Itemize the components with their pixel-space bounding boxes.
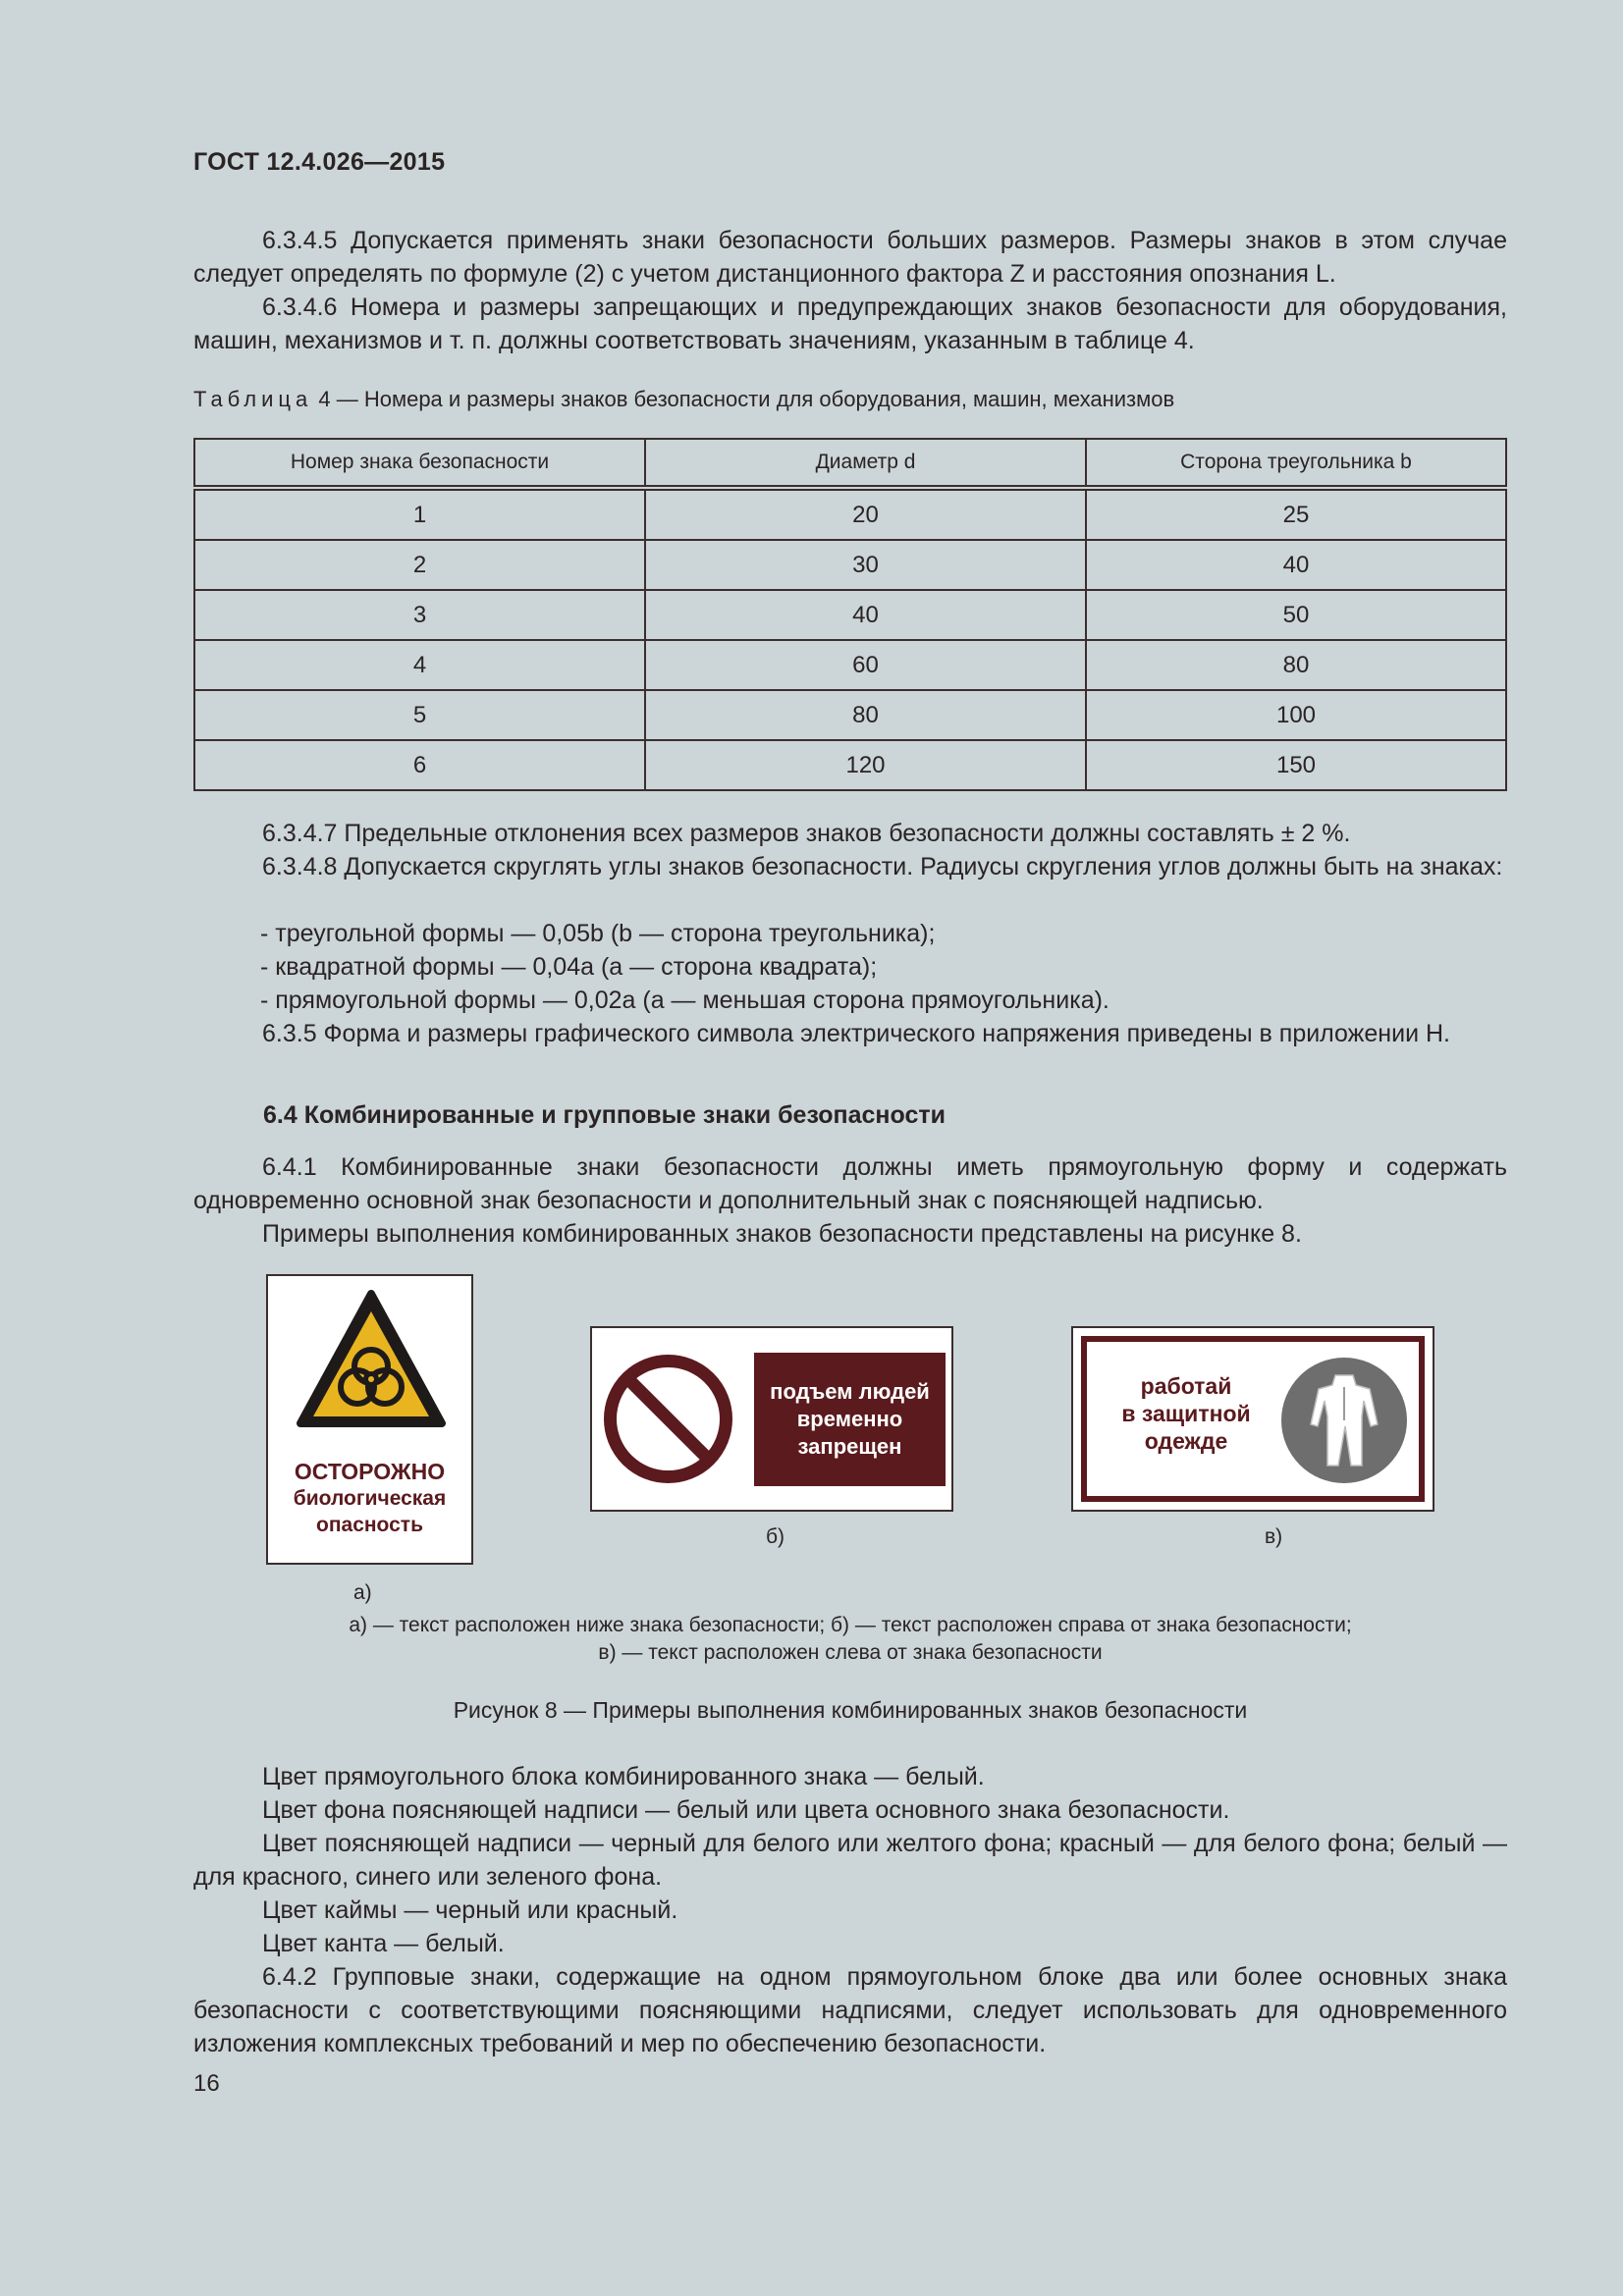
sign-c-text	[1112, 1372, 1260, 1455]
paragraph-6-4-2: 6.4.2 Групповые знаки, содержащие на одном прямоугольном блоке два или более основных знака безопасности с соответствующими поясняющими надписями, следует использовать для одновременного изложения комплексных требований и мер по обеспечению безопасности.	[193, 1963, 1507, 2057]
sign-c-label: в)	[1265, 1525, 1283, 1548]
table-cell: 20	[645, 488, 1086, 540]
color-rule-edge: Цвет канта — белый.	[262, 1930, 505, 1957]
table-row	[194, 640, 1506, 690]
prohibition-icon	[602, 1353, 734, 1485]
table-cell: 5	[194, 690, 645, 740]
color-rule-block: Цвет прямоугольного блока комбинированного знака — белый.	[262, 1763, 985, 1790]
protective-suit-icon	[1279, 1356, 1409, 1485]
sign-a-line3: опасность	[316, 1514, 423, 1536]
sign-b-line2: временно	[796, 1407, 903, 1431]
paragraph-6-4-1: 6.4.1 Комбинированные знаки безопасности должны иметь прямоугольную форму и содержать одновременно основной знак безопасности и дополнительный знак с поясняющей надписью.	[193, 1153, 1507, 1214]
table-row	[194, 590, 1506, 640]
paragraph-6-3-4-6: 6.3.4.6 Номера и размеры запрещающих и предупреждающих знаков безопасности для оборудования, машин, механизмов и т. п. должны соответствовать значениям, указанным в таблице 4.	[193, 294, 1507, 354]
table-cell: 25	[1086, 488, 1506, 540]
sign-c-line2: в защитной	[1121, 1401, 1251, 1426]
paragraph-6-4-1-examples: Примеры выполнения комбинированных знаков безопасности представлены на рисунке 8.	[262, 1220, 1302, 1248]
figure-note-2: в) — текст расположен слева от знака безопасности	[598, 1641, 1103, 1664]
sign-c-line3: одежде	[1144, 1428, 1228, 1454]
table-header-diameter: Диаметр d	[645, 439, 1086, 488]
paragraph-6-3-5: 6.3.5 Форма и размеры графического символа электрического напряжения приведены в приложении Н.	[262, 1020, 1450, 1047]
table-cell: 50	[1086, 590, 1506, 640]
table-header-number: Номер знака безопасности	[194, 439, 645, 488]
page-number: 16	[193, 2070, 220, 2097]
table-caption-prefix: Таблица	[193, 387, 313, 411]
paragraph-6-3-4-8: 6.3.4.8 Допускается скруглять углы знаков безопасности. Радиусы скругления углов должны быть на знаках:	[262, 853, 1503, 881]
figure-note-1: а) — текст расположен ниже знака безопасности; б) — текст расположен справа от знака безопасности;	[349, 1614, 1352, 1636]
table-cell: 40	[645, 590, 1086, 640]
table-cell: 4	[194, 640, 645, 690]
figure-caption: Рисунок 8 — Примеры выполнения комбинированных знаков безопасности	[453, 1697, 1248, 1723]
sign-a-label: а)	[353, 1581, 372, 1604]
table-cell: 60	[645, 640, 1086, 690]
table-cell: 30	[645, 540, 1086, 590]
table-caption	[193, 387, 1174, 412]
sign-a-line2: биологическая	[293, 1487, 447, 1510]
list-item: - треугольной формы — 0,05b (b — сторона треугольника);	[260, 920, 936, 947]
table-cell: 3	[194, 590, 645, 640]
list-item: - квадратной формы — 0,04a (a — сторона квадрата);	[260, 953, 878, 981]
table-caption-text: 4 — Номера и размеры знаков безопасности для оборудования, машин, механизмов	[312, 387, 1175, 411]
table-row	[194, 488, 1506, 540]
table-header-side: Сторона треугольника b	[1086, 439, 1506, 488]
sign-a-line1: ОСТОРОЖНО	[294, 1459, 446, 1484]
document-header: ГОСТ 12.4.026—2015	[193, 148, 446, 176]
table-cell: 6	[194, 740, 645, 790]
table-row	[194, 740, 1506, 790]
sign-c-line1: работай	[1140, 1373, 1232, 1399]
sign-b-line3: запрещен	[797, 1434, 902, 1459]
sign-b-label: б)	[766, 1525, 785, 1548]
sign-b-text-panel	[754, 1353, 946, 1486]
sign-a-text	[268, 1459, 471, 1538]
paragraph-6-3-4-7: 6.3.4.7 Предельные отклонения всех размеров знаков безопасности должны составлять ± 2 %.	[262, 820, 1351, 847]
table-cell: 150	[1086, 740, 1506, 790]
table-cell: 120	[645, 740, 1086, 790]
table-cell: 2	[194, 540, 645, 590]
color-rule-background: Цвет фона поясняющей надписи — белый или цвета основного знака безопасности.	[262, 1796, 1230, 1824]
sign-protective-clothing	[1071, 1326, 1434, 1512]
table-cell: 80	[645, 690, 1086, 740]
figure-notes	[193, 1612, 1507, 1667]
table-cell: 100	[1086, 690, 1506, 740]
table-cell: 40	[1086, 540, 1506, 590]
sign-b-line1: подъем людей	[770, 1379, 930, 1404]
table-cell: 1	[194, 488, 645, 540]
table-cell: 80	[1086, 640, 1506, 690]
list-item: - прямоугольной формы — 0,02a (a — меньшая сторона прямоугольника).	[260, 987, 1109, 1014]
biohazard-warning-icon	[293, 1286, 450, 1433]
sign-biohazard	[266, 1274, 473, 1565]
table-row	[194, 540, 1506, 590]
paragraph-6-3-4-5: 6.3.4.5 Допускается применять знаки безопасности больших размеров. Размеры знаков в этом случае следует определять по формуле (2) с учетом дистанционного фактора Z и расстояния опознания L.	[193, 227, 1507, 288]
table-row	[194, 690, 1506, 740]
color-rule-text: Цвет поясняющей надписи — черный для белого или желтого фона; красный — для белого фона; белый — для красного, синего или зеленого фона.	[193, 1830, 1507, 1891]
section-heading-6-4: 6.4 Комбинированные и групповые знаки безопасности	[263, 1101, 946, 1129]
color-rule-border: Цвет каймы — черный или красный.	[262, 1896, 678, 1924]
table-4	[193, 438, 1507, 791]
sign-no-lifting-people	[590, 1326, 953, 1512]
